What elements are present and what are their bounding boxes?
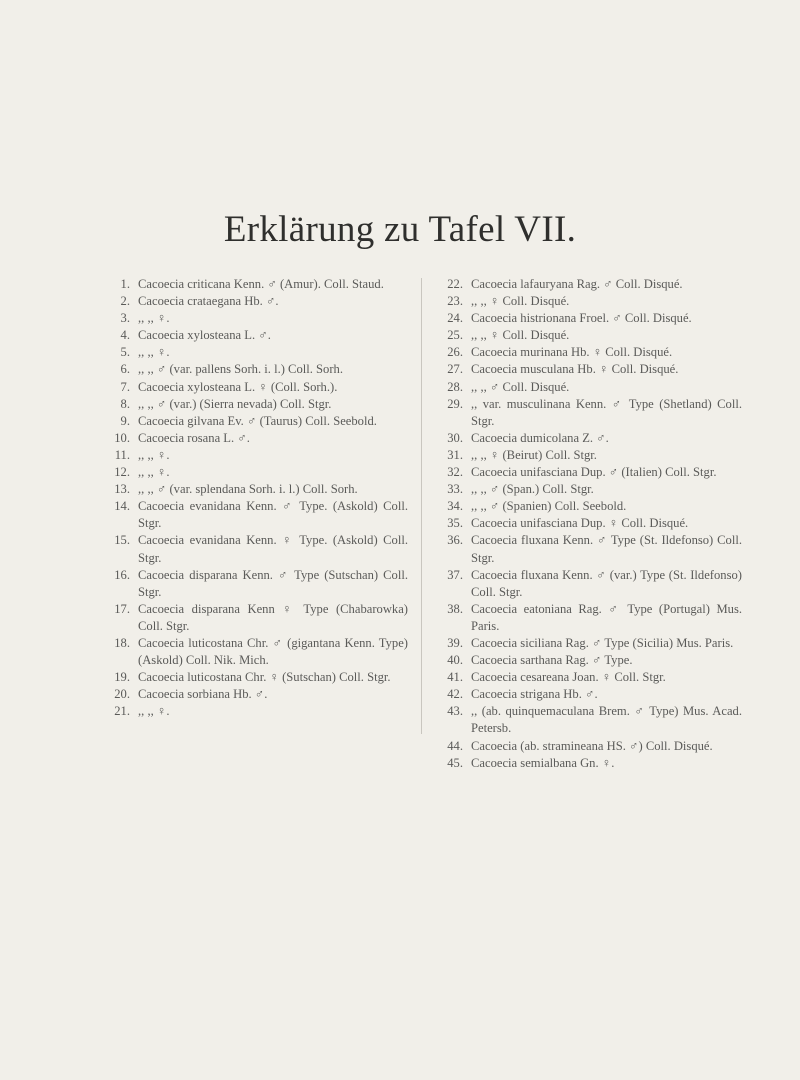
entry-number: 12. [114,465,130,480]
plate-entry [103,703,408,720]
plate-entry [436,310,742,327]
entries-left-column [103,276,408,720]
plate-entry [436,481,742,498]
entry-number: 26. [447,345,463,360]
entry-text: Cacoecia cesareana Joan. ♀ Coll. Stgr. [471,670,666,685]
entry-number: 42. [447,687,463,702]
entry-number: 7. [120,379,130,394]
plate-entry [103,464,408,481]
entry-text: Cacoecia semialbana Gn. ♀. [471,755,615,770]
entry-text: ,, ,, ♀. [138,345,170,360]
plate-entry [103,686,408,703]
entry-number: 39. [447,635,463,650]
entry-number: 15. [114,533,130,548]
entry-text: Cacoecia criticana Kenn. ♂ (Amur). Coll. Staud. [138,277,384,291]
entry-number: 32. [447,465,463,480]
entry-text: ,, ,, ♂ (var. pallens Sorh. i. l.) Coll. Sorh. [138,362,343,377]
entry-number: 29. [447,396,463,411]
plate-entry [103,447,408,464]
plate-entry [103,430,408,447]
plate-entry [103,310,408,327]
plate-entry [436,293,742,310]
entry-text: ,, ,, ♀ Coll. Disqué. [471,294,570,309]
entry-text: Cacoecia dumicolana Z. ♂. [471,430,609,445]
entry-text: Cacoecia crataegana Hb. ♂. [138,294,279,309]
entry-text: Cacoecia sarthana Rag. ♂ Type. [471,653,633,668]
entry-text: Cacoecia fluxana Kenn. ♂ (var.) Type (St. Ildefonso) Coll. Stgr. [471,567,742,599]
entry-number: 18. [114,635,130,650]
plate-entry [436,379,742,396]
plate-entry [436,601,742,635]
entry-text: Cacoecia luticostana Chr. ♀ (Sutschan) Coll. Stgr. [138,670,391,685]
entry-text: Cacoecia rosana L. ♂. [138,430,250,445]
entry-text: Cacoecia musculana Hb. ♀ Coll. Disqué. [471,362,679,377]
plate-entry [436,276,742,293]
entry-number: 37. [447,567,463,582]
entry-text: Cacoecia evanidana Kenn. ♂ Type. (Askold) Coll. Stgr. [138,499,408,531]
entry-text: Cacoecia (ab. stramineana HS. ♂) Coll. Disqué. [471,738,713,753]
entry-number: 9. [120,413,130,428]
entry-number: 30. [447,430,463,445]
entry-text: Cacoecia gilvana Ev. ♂ (Taurus) Coll. Seebold. [138,413,377,428]
entry-number: 25. [447,328,463,343]
entry-number: 40. [447,653,463,668]
plate-entry [436,755,742,772]
plate-entry [436,738,742,755]
entry-number: 36. [447,533,463,548]
entry-text: Cacoecia sorbiana Hb. ♂. [138,687,268,702]
entry-number: 21. [114,704,130,719]
entry-text: Cacoecia strigana Hb. ♂. [471,687,598,702]
entry-text: Cacoecia evanidana Kenn. ♀ Type. (Askold) Coll. Stgr. [138,533,408,565]
entry-text: ,, ,, ♂ (var.) (Sierra nevada) Coll. Stgr. [138,396,332,411]
plate-entry [436,344,742,361]
entry-number: 1. [120,277,130,291]
plate-entry [436,498,742,515]
entry-text: ,, ,, ♂ (Span.) Coll. Stgr. [471,482,594,497]
entry-text: ,, ,, ♀. [138,311,170,326]
entry-number: 13. [114,482,130,497]
entry-text: ,, ,, ♂ (Spanien) Coll. Seebold. [471,499,627,514]
plate-entry [103,293,408,310]
entry-text: Cacoecia siciliana Rag. ♂ Type (Sicilia) Mus. Paris. [471,635,734,650]
entry-text: Cacoecia disparana Kenn. ♂ Type (Sutschan) Coll. Stgr. [138,567,408,599]
entry-number: 33. [447,482,463,497]
entry-number: 41. [447,670,463,685]
entry-text: ,, ,, ♂ Coll. Disqué. [471,379,570,394]
column-divider [421,278,422,734]
plate-entry [436,447,742,464]
entry-number: 8. [120,396,130,411]
plate-entry [103,276,408,293]
entries-right-column [436,276,742,772]
plate-entry [103,601,408,635]
entry-number: 5. [120,345,130,360]
entry-text: ,, ,, ♀. [138,704,170,719]
plate-entry [103,532,408,566]
entry-number: 3. [120,311,130,326]
entry-number: 10. [114,430,130,445]
entry-number: 22. [447,277,463,291]
entry-number: 45. [447,755,463,770]
entry-number: 17. [114,601,130,616]
plate-entry [436,567,742,601]
plate-entry [103,635,408,669]
plate-entry [436,430,742,447]
plate-entry [436,635,742,652]
entry-number: 14. [114,499,130,514]
entry-text: Cacoecia unifasciana Dup. ♂ (Italien) Coll. Stgr. [471,465,717,480]
entry-number: 4. [120,328,130,343]
plate-entry [436,515,742,532]
entry-text: Cacoecia xylosteana L. ♀ (Coll. Sorh.). [138,379,338,394]
plate-entry [436,396,742,430]
entry-text: ,, ,, ♀ Coll. Disqué. [471,328,570,343]
entry-number: 16. [114,567,130,582]
entry-number: 11. [114,447,130,462]
plate-entry [436,652,742,669]
entry-text: ,, var. musculinana Kenn. ♂ Type (Shetland) Coll. Stgr. [471,396,742,428]
plate-entry [436,532,742,566]
entry-text: ,, ,, ♀. [138,465,170,480]
entry-number: 23. [447,294,463,309]
plate-entry [103,669,408,686]
plate-entry [103,481,408,498]
plate-entry [436,686,742,703]
plate-entry [103,344,408,361]
entry-text: ,, ,, ♀. [138,447,170,462]
plate-entry [103,396,408,413]
entry-number: 24. [447,311,463,326]
entry-number: 31. [447,447,463,462]
plate-entry [103,498,408,532]
entry-text: Cacoecia luticostana Chr. ♂ (gigantana Kenn. Type) (Askold) Coll. Nik. Mich. [138,635,408,668]
entry-number: 44. [447,738,463,753]
entry-text: Cacoecia eatoniana Rag. ♂ Type (Portugal) Mus. Paris. [471,601,742,633]
plate-entry [436,669,742,686]
plate-entry [103,379,408,396]
entry-number: 6. [120,362,130,377]
entry-number: 2. [120,294,130,309]
entry-number: 28. [447,379,463,394]
entry-text: Cacoecia histrionana Froel. ♂ Coll. Disqué. [471,311,692,326]
plate-entry [103,361,408,378]
entry-number: 43. [447,704,463,719]
entry-text: ,, ,, ♀ (Beirut) Coll. Stgr. [471,447,597,462]
plate-entry [103,327,408,344]
plate-entry [436,327,742,344]
plate-entry [103,413,408,430]
entry-text: Cacoecia xylosteana L. ♂. [138,328,271,343]
entry-number: 35. [447,516,463,531]
entry-text: Cacoecia unifasciana Dup. ♀ Coll. Disqué. [471,516,689,531]
plate-entry [436,361,742,378]
page-title: Erklärung zu Tafel VII. [223,209,577,250]
entry-number: 38. [447,601,463,616]
entry-number: 20. [114,687,130,702]
plate-entry [436,464,742,481]
entry-text: Cacoecia disparana Kenn ♀ Type (Chabarowka) Coll. Stgr. [138,601,408,633]
entry-number: 34. [447,499,463,514]
entry-text: Cacoecia murinana Hb. ♀ Coll. Disqué. [471,345,673,360]
entry-text: Cacoecia fluxana Kenn. ♂ Type (St. Ildefonso) Coll. Stgr. [471,533,742,565]
entry-number: 19. [114,670,130,685]
plate-entry [436,703,742,737]
plate-entry [103,567,408,601]
entry-text: Cacoecia lafauryana Rag. ♂ Coll. Disqué. [471,277,683,291]
entry-text: ,, ,, ♂ (var. splendana Sorh. i. l.) Coll. Sorh. [138,482,358,497]
entry-number: 27. [447,362,463,377]
entry-text: ,, (ab. quinquemaculana Brem. ♂ Type) Mus. Acad. Petersb. [471,704,742,736]
